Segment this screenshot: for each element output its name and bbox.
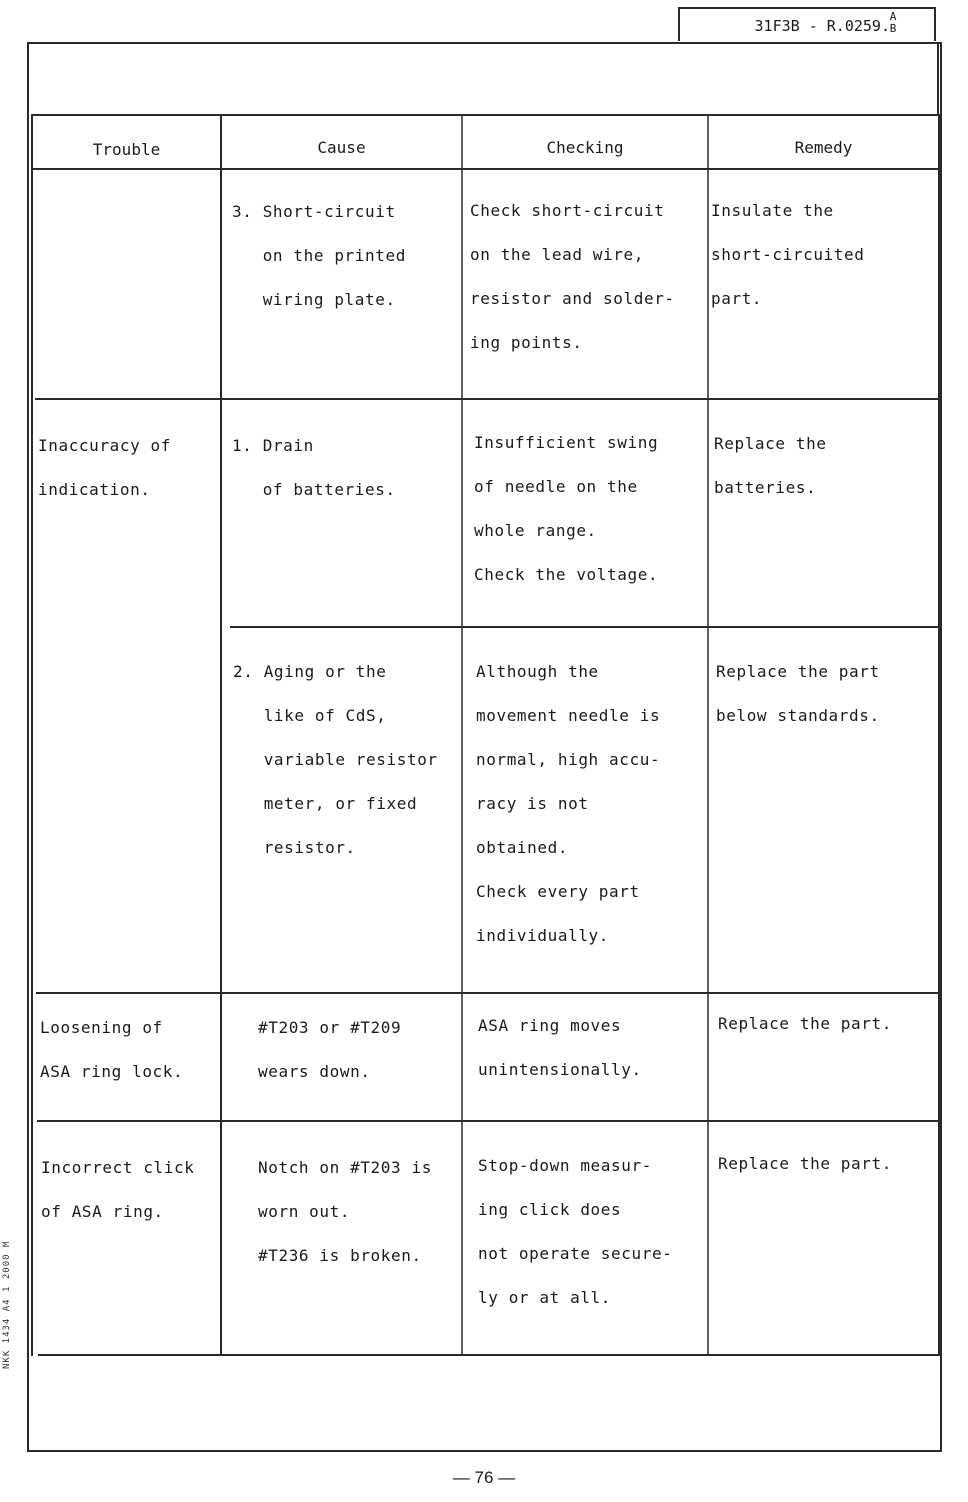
row-1-cause: 3. Short-circuit on the printed wiring plate.	[232, 202, 406, 309]
table-bottom-rule	[38, 1354, 941, 1356]
table-right-edge	[938, 114, 940, 1356]
row-2-remedy: Replace the batteries.	[714, 434, 827, 497]
column-header-remedy: Remedy	[794, 138, 853, 157]
row-divider-1	[35, 398, 940, 400]
row-1-remedy: Insulate the short-circuited part.	[711, 201, 865, 308]
row-divider-4	[37, 1120, 941, 1122]
document-reference	[678, 7, 936, 41]
row-5-checking: Stop-down measur- ing click does not operate secure- ly or at all.	[478, 1156, 673, 1307]
column-divider-3	[707, 116, 709, 1356]
column-header-cause: Cause	[317, 138, 366, 157]
row-4-trouble: Loosening of ASA ring lock.	[40, 1018, 184, 1081]
row-5-trouble: Incorrect click of ASA ring.	[41, 1158, 195, 1221]
top-box-right-edge	[937, 42, 939, 114]
row-divider-2	[230, 626, 940, 628]
row-divider-3	[36, 992, 941, 994]
form-print-code: NKK 1434 A4 1 2000 M	[2, 1240, 12, 1370]
document-reference-code: 31F3B - R.0259.	[754, 17, 890, 35]
header-top-rule	[31, 114, 939, 116]
column-divider-2	[461, 116, 463, 1356]
row-3-remedy: Replace the part below standards.	[716, 662, 880, 725]
column-header-trouble: Trouble	[92, 140, 161, 159]
row-2-trouble: Inaccuracy of indication.	[38, 436, 172, 499]
row-2-cause: 1. Drain of batteries.	[232, 436, 396, 499]
row-3-cause: 2. Aging or the like of CdS, variable resistor meter, or fixed resistor.	[233, 662, 438, 857]
table-left-edge	[31, 114, 33, 1356]
row-4-cause: #T203 or #T209 wears down.	[258, 1018, 402, 1081]
row-4-checking: ASA ring moves unintensionally.	[478, 1016, 642, 1079]
header-bottom-rule	[31, 168, 939, 170]
row-4-remedy: Replace the part.	[718, 1014, 892, 1033]
row-5-cause: Notch on #T203 is worn out. #T236 is broken.	[258, 1158, 432, 1265]
row-2-checking: Insufficient swing of needle on the whole range. Check the voltage.	[474, 433, 659, 584]
page-number: — 76 —	[452, 1468, 516, 1487]
column-header-checking: Checking	[546, 138, 624, 157]
row-5-remedy: Replace the part.	[718, 1154, 892, 1173]
document-reference-fraction: A B	[889, 10, 897, 35]
row-3-checking: Although the movement needle is normal, high accu- racy is not obtained. Check every part individually.	[476, 662, 661, 945]
column-divider-1	[220, 116, 222, 1356]
row-1-checking: Check short-circuit on the lead wire, resistor and solder- ing points.	[470, 201, 675, 352]
